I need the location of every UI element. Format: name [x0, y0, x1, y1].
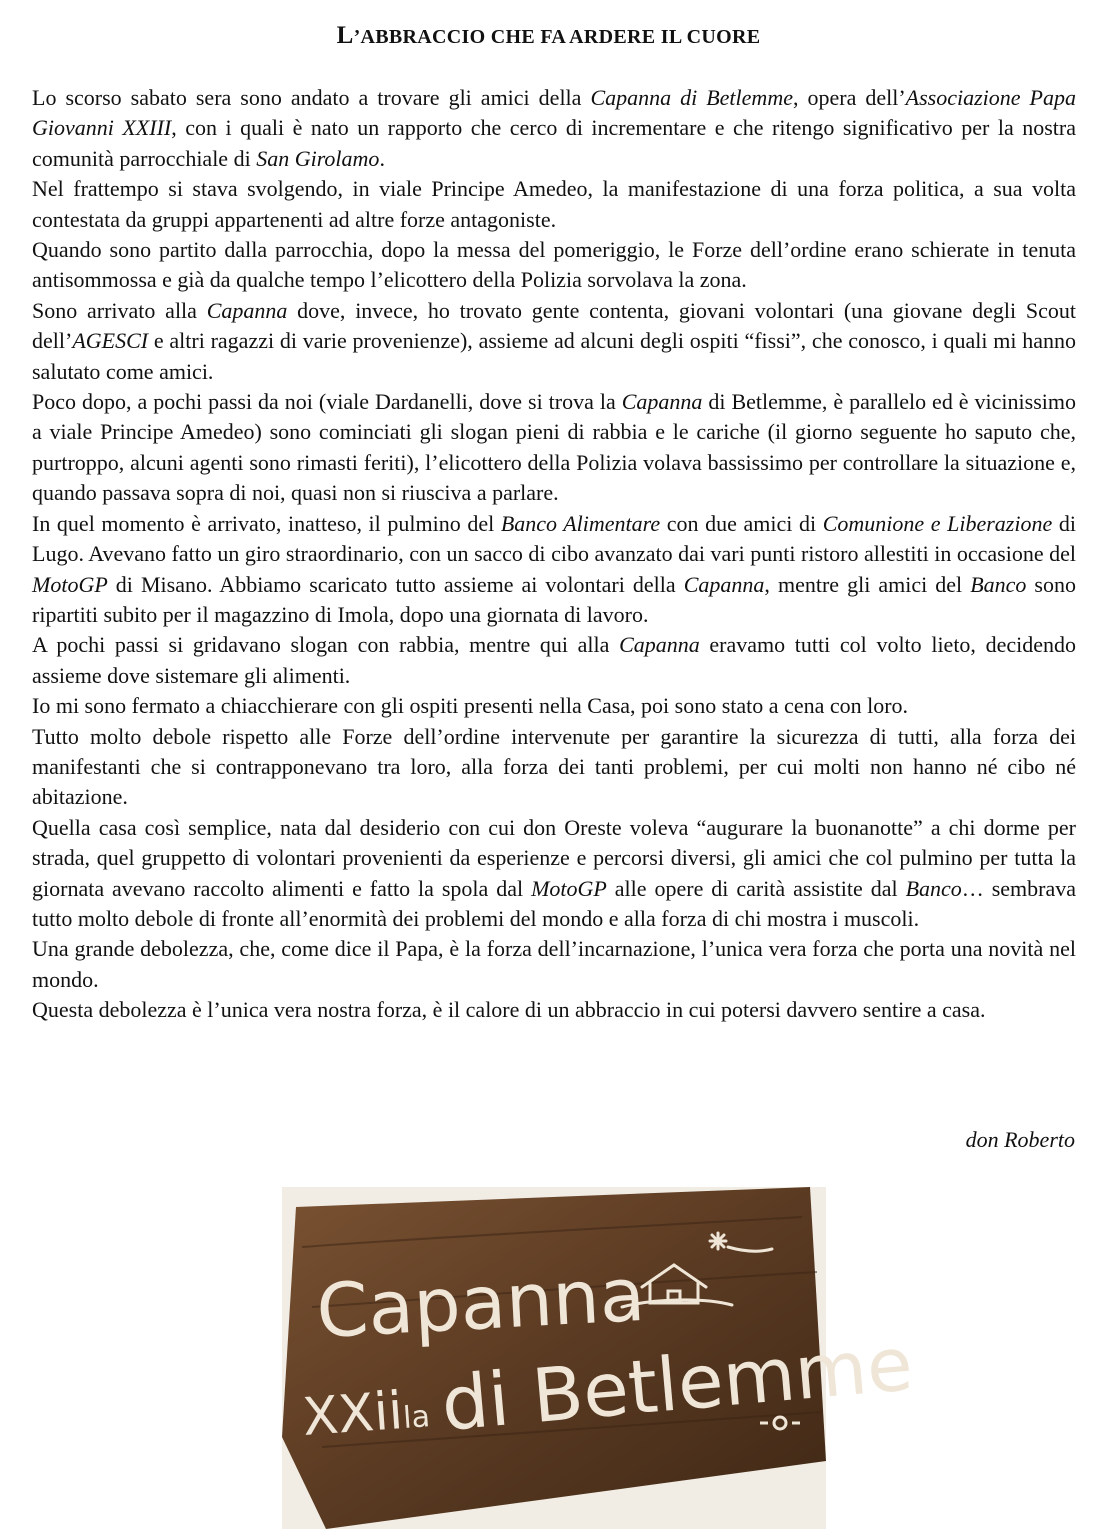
page-title: [0, 22, 1097, 50]
paragraph-text: In quel momento è arrivato, inatteso, il pulmino del: [32, 510, 501, 536]
paragraph-text: di Lugo. Avevano fatto un giro straordinario, con un sacco di cibo avanzato dai vari punti ristoro allestiti in occasione del: [32, 510, 1076, 567]
paragraph: [32, 813, 1076, 935]
paragraph-text: eravamo tutti col volto lieto, decidendo assieme dove sistemare gli alimenti.: [32, 632, 1076, 688]
paragraph-text: Tutto molto debole rispetto alle Forze dell’ordine intervenute per garantire la sicurezza di tutti, alla forza dei manifestanti che si contrapponevano tra loro, alla forza dei tanti problemi, per cui molti non hanno né cibo né abitazione.: [32, 723, 1076, 810]
paragraph: [32, 296, 1076, 387]
sign-line-1: Capanna: [314, 1251, 647, 1355]
paragraph: [32, 509, 1076, 631]
paragraph-text: Io mi sono fermato a chiacchierare con gli ospiti presenti nella Casa, poi sono stato a cena con loro.: [32, 693, 909, 719]
italic-text: Banco: [970, 571, 1027, 597]
paragraph-text: sono ripartiti subito per il magazzino di Imola, dopo una giornata di lavoro.: [32, 571, 1076, 627]
paragraph-text: .: [379, 145, 385, 171]
italic-text: AGESCI: [72, 328, 149, 354]
paragraph-text: Quella casa così semplice, nata dal desiderio con cui don Oreste voleva “augurare la buonanotte” a chi dorme per strada, quel gruppetto di volontari provenienti da esperienze e percorsi diversi, gli amici che col pulmino per tutta la giornata avevano raccolto alimenti e fatto la spola dal: [32, 814, 1076, 901]
paragraph-text: di Betlemme, è parallelo ed è vicinissimo a viale Principe Amedeo) sono cominciati gli slogan pieni di rabbia e le cariche (il giorno seguente ho saputo che, purtroppo, alcuni agenti sono rimasti feriti), l’elicottero della Polizia volava bassissimo per controllare la situazione e, quando passava sopra di noi, quasi non si riusciva a parlare.: [32, 389, 1076, 506]
paragraph: [32, 691, 1076, 721]
paragraph-text: Quando sono partito dalla parrocchia, dopo la messa del pomeriggio, le Forze dell’ordine erano schierate in tenuta antisommossa e già da qualche tempo l’elicottero della Polizia sorvolava la zona.: [32, 237, 1076, 293]
paragraph-text: con due amici di: [660, 510, 823, 536]
signature: don Roberto: [965, 1127, 1075, 1152]
italic-text: Capanna: [621, 389, 703, 415]
paragraph-text: alle opere di carità assistite dal: [606, 875, 906, 901]
paragraph: [32, 387, 1076, 509]
paragraph-text: … sembrava tutto molto debole di fronte all’enormità dei problemi del mondo e alla forza di chi mostra i muscoli.: [32, 875, 1077, 931]
italic-text: MotoGP: [531, 875, 607, 901]
title-rest: ’ABBRACCIO CHE FA ARDERE IL CUORE: [353, 26, 761, 48]
italic-text: MotoGP: [32, 571, 108, 597]
italic-text: Banco: [905, 875, 962, 901]
italic-text: Associazione Papa Giovanni XXIII: [32, 85, 1076, 141]
article-body: [32, 83, 1076, 1026]
italic-text: Capanna: [619, 632, 700, 658]
title-initial: L: [336, 22, 354, 49]
paragraph-text: Questa debolezza è l’unica vera nostra forza, è il calore di un abbraccio in cui potersi davvero sentire a casa.: [32, 997, 986, 1023]
paragraph-text: e altri ragazzi di varie provenienze), assieme ad alcuni degli ospiti “fissi”, che conosco, i quali mi hanno salutato come amici.: [32, 328, 1076, 384]
capanna-sign-photo: [282, 1187, 916, 1529]
paragraph-text: Poco dopo, a pochi passi da noi (viale Dardanelli, dove si trova la: [32, 389, 622, 415]
paragraph: [32, 934, 1076, 995]
paragraph: [32, 995, 1076, 1025]
wooden-sign-illustration: [282, 1187, 916, 1529]
sign-prefix: XXiila: [300, 1381, 432, 1448]
paragraph: [32, 630, 1076, 691]
paragraph: [32, 174, 1076, 235]
paragraph-text: dove, invece, ho trovato gente contenta, giovani volontari (una giovane degli Scout dell’: [32, 297, 1076, 354]
paragraph: [32, 722, 1076, 813]
italic-text: Capanna di Betlemme: [590, 85, 793, 110]
italic-text: San Girolamo: [256, 145, 380, 171]
italic-text: Banco Alimentare: [500, 510, 661, 536]
paragraph-text: Sono arrivato alla: [32, 297, 207, 323]
sign-line-2: di Betlemme: [438, 1321, 916, 1448]
paragraph-text: Lo scorso sabato sera sono andato a trovare gli amici della: [32, 85, 591, 110]
italic-text: Capanna: [206, 297, 288, 323]
paragraph-text: , mentre gli amici del: [764, 571, 971, 597]
paragraph: [32, 235, 1076, 296]
italic-text: Comunione e Liberazione: [822, 510, 1053, 536]
paragraph-text: Una grande debolezza, che, come dice il Papa, è la forza dell’incarnazione, l’unica vera forza che porta una novità nel mondo.: [32, 936, 1076, 992]
paragraph: [32, 83, 1076, 174]
paragraph-text: A pochi passi si gridavano slogan con rabbia, mentre qui alla: [32, 632, 620, 658]
paragraph-text: , con i quali è nato un rapporto che cerco di incrementare e che ritengo significativo per la nostra comunità parrocchiale di: [32, 115, 1077, 171]
italic-text: Capanna: [683, 571, 765, 597]
paragraph-text: Nel frattempo si stava svolgendo, in viale Principe Amedeo, la manifestazione di una forza politica, a sua volta contestata da gruppi appartenenti ad altre forze antagoniste.: [32, 176, 1076, 232]
paragraph-text: di Misano. Abbiamo scaricato tutto assieme ai volontari della: [107, 571, 684, 597]
paragraph-text: , opera dell’: [792, 85, 906, 110]
